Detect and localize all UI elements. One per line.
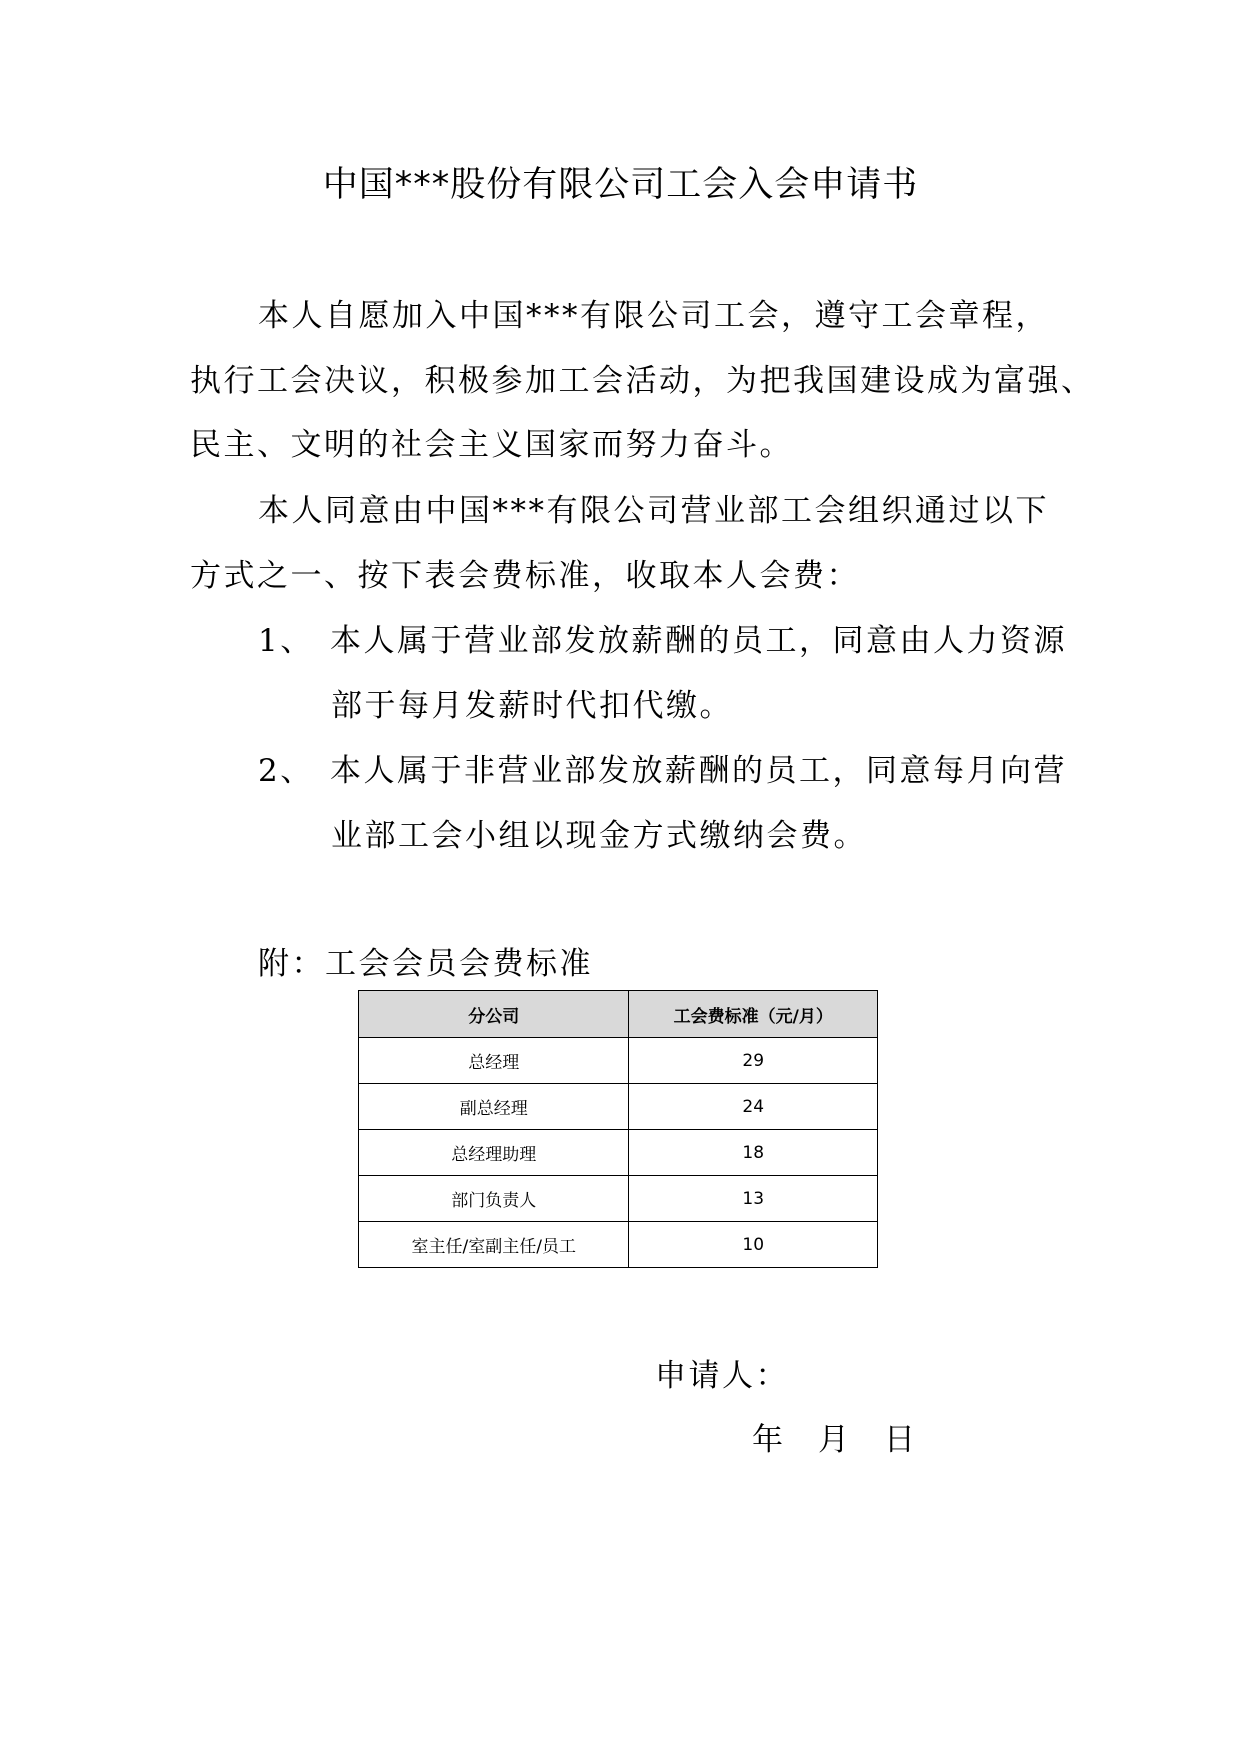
list-item-1 bbox=[258, 619, 1067, 663]
table-cell-position: 总经理 bbox=[359, 1038, 629, 1084]
list-item-2-continuation: 业部工会小组以现金方式缴纳会费。 bbox=[331, 818, 867, 854]
list-item-text: 本人属于营业部发放薪酬的员工，同意由人力资源 bbox=[330, 623, 1067, 659]
date-line bbox=[752, 1418, 915, 1462]
table-cell-fee: 18 bbox=[629, 1130, 878, 1176]
applicant-signature-label: 申请人： bbox=[655, 1358, 789, 1394]
table-cell-position: 室主任/室副主任/员工 bbox=[359, 1222, 629, 1268]
appendix-heading: 附：工会会员会费标准 bbox=[258, 946, 593, 982]
paragraph-1-line-2: 执行工会决议，积极参加工会活动，为把我国建设成为富强、 bbox=[190, 363, 1095, 399]
table-row bbox=[359, 1222, 878, 1268]
table-cell-fee: 13 bbox=[629, 1176, 878, 1222]
table-cell-position: 总经理助理 bbox=[359, 1130, 629, 1176]
table-row bbox=[359, 1130, 878, 1176]
fee-standard-table bbox=[358, 990, 878, 1268]
table-cell-position: 部门负责人 bbox=[359, 1176, 629, 1222]
table-cell-fee: 24 bbox=[629, 1084, 878, 1130]
date-month-label: 月 bbox=[818, 1422, 849, 1458]
paragraph-1-line-1: 本人自愿加入中国***有限公司工会，遵守工会章程， bbox=[258, 298, 1049, 334]
table-cell-fee: 10 bbox=[629, 1222, 878, 1268]
list-item-number: 1、 bbox=[258, 623, 314, 659]
date-day-label: 日 bbox=[884, 1422, 915, 1458]
column-header-fee: 工会费标准（元/月） bbox=[629, 991, 878, 1038]
table-header-row bbox=[359, 991, 878, 1038]
table-row bbox=[359, 1084, 878, 1130]
document-title: 中国***股份有限公司工会入会申请书 bbox=[322, 165, 919, 205]
table-row bbox=[359, 1038, 878, 1084]
table-cell-position: 副总经理 bbox=[359, 1084, 629, 1130]
date-year-label: 年 bbox=[752, 1422, 783, 1458]
column-header-branch: 分公司 bbox=[359, 991, 629, 1038]
list-item-2 bbox=[258, 749, 1067, 793]
paragraph-2-line-1: 本人同意由中国***有限公司营业部工会组织通过以下 bbox=[258, 493, 1049, 529]
paragraph-2-line-2: 方式之一、按下表会费标准，收取本人会费： bbox=[190, 558, 860, 594]
table-row bbox=[359, 1176, 878, 1222]
paragraph-1-line-3: 民主、文明的社会主义国家而努力奋斗。 bbox=[190, 427, 793, 463]
list-item-number: 2、 bbox=[258, 753, 314, 789]
list-item-1-continuation: 部于每月发薪时代扣代缴。 bbox=[331, 688, 733, 724]
table-cell-fee: 29 bbox=[629, 1038, 878, 1084]
list-item-text: 本人属于非营业部发放薪酬的员工，同意每月向营 bbox=[330, 753, 1067, 789]
